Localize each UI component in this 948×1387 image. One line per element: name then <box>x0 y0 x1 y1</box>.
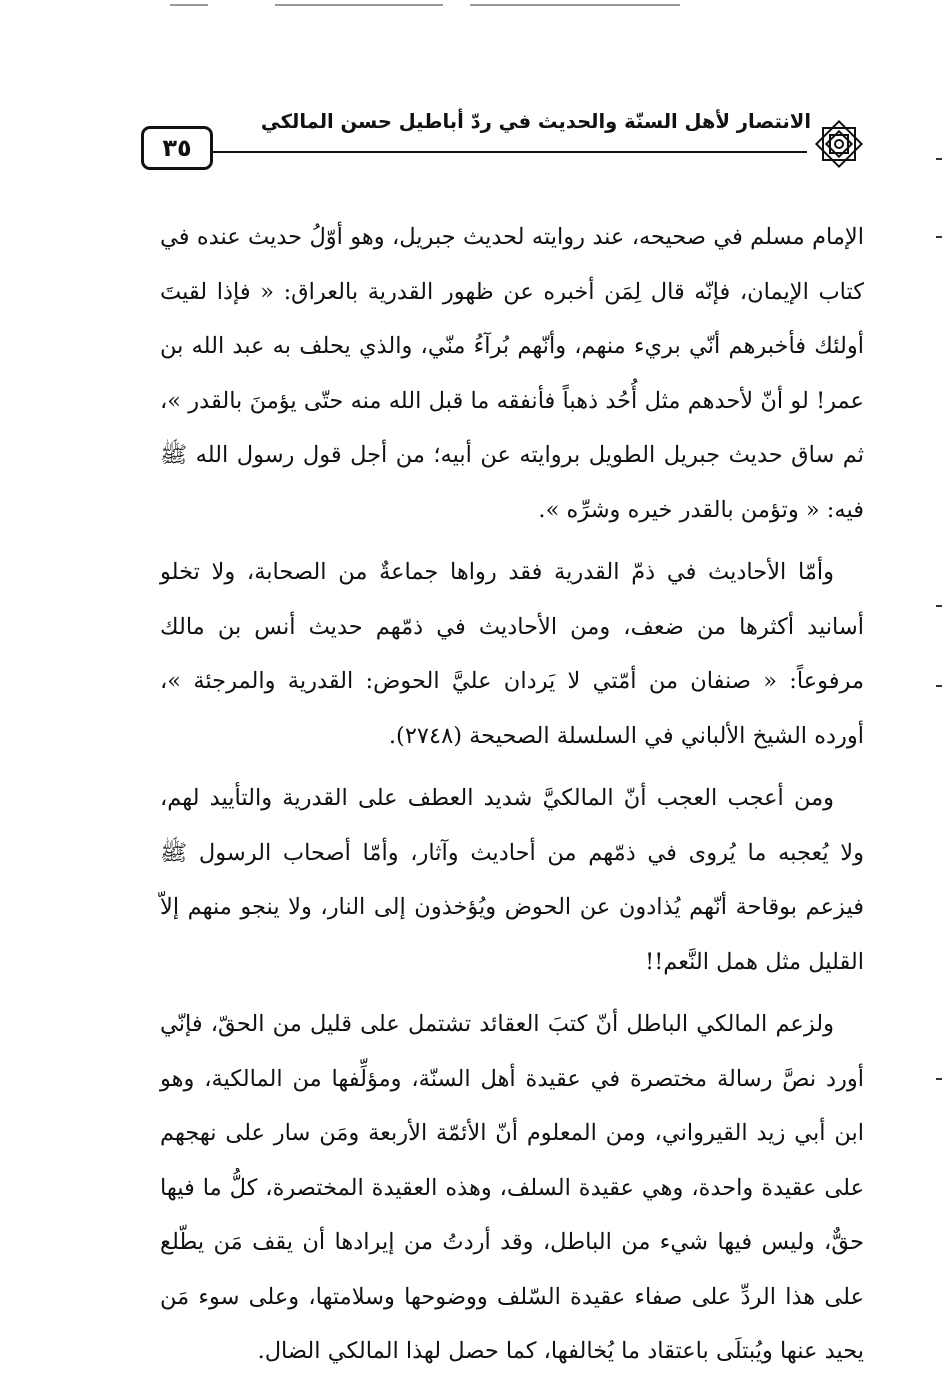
margin-mark <box>936 685 942 687</box>
page-header <box>135 108 875 196</box>
margin-mark <box>936 1078 942 1080</box>
paragraph: وأمّا الأحاديث في ذمّ القدرية فقد رواها جماعةٌ من الصحابة، ولا تخلو أسانيد أكثرها من ضعف، ومن الأحاديث في ذمّهم حديث أنس بن مالك مرفوعاً: « صنفان من أمّتي لا يَردان عليَّ الحوض: القدرية والمرجئة »، أورده الشيخ الألباني في السلسلة الصحيحة (٢٧٤٨). <box>160 559 864 749</box>
header-rule <box>205 151 807 153</box>
top-rule-segment <box>275 4 443 6</box>
star-ornament-icon <box>809 114 869 174</box>
paragraph: ولزعم المالكي الباطل أنّ كتبَ العقائد تشتمل على قليل من الحقّ، فإنّي أورد نصَّ رسالة مختصرة في عقيدة أهل السنّة، ومؤلِّفها من المالكية، وهو ابن أبي زيد القيرواني، ومن المعلوم أنّ الأئمّة الأربعة ومَن سار على نهجهم على عقيدة واحدة، وهي عقيدة السلف، وهذه العقيدة المختصرة، كلُّ ما فيها حقٌّ، وليس فيها شيء من الباطل، وقد أردتُ من إيرادها أن يقف مَن يطّلع على هذا الردِّ على صفاء عقيدة السّلف ووضوحها وسلامتها، وعلى سوء مَن يحيد عنها ويُبتلَى باعتقاد ما يُخالفها، كما حصل لهذا المالكي الضال. <box>160 1011 864 1364</box>
paragraph: الإمام مسلم في صحيحه، عند روايته لحديث جبريل، وهو أوّلُ حديث عنده في كتاب الإيمان، فإنّه قال لِمَن أخبره عن ظهور القدرية بالعراق: « فإذا لقيتَ أولئك فأخبرهم أنّي بريء منهم، وأنّهم بُرآءُ منّي، والذي يحلف به عبد الله بن عمر! لو أنّ لأحدهم مثل أُحُد ذهباً فأنفقه ما قبل الله منه حتّى يؤمنَ بالقدر »، ثم ساق حديث جبريل الطويل بروايته عن أبيه؛ من أجل قول رسول الله ﷺ فيه: « وتؤمن بالقدر خيره وشرِّه ». <box>160 224 864 523</box>
paragraph: ومن أعجب العجب أنّ المالكيَّ شديد العطف على القدرية والتأييد لهم، ولا يُعجبه ما يُروى في ذمّهم من أحاديث وآثار، وأمّا أصحاب الرسول ﷺ فيزعم بوقاحة أنّهم يُذادون عن الحوض ويُؤخذون إلى النار، ولا ينجو منهم إلاّ القليل مثل همل النَّعم!! <box>160 785 864 975</box>
running-title: الانتصار لأهل السنّة والحديث في ردّ أباطيل حسن المالكي <box>257 110 815 133</box>
margin-mark <box>936 158 942 160</box>
main-text <box>160 210 864 1387</box>
margin-mark <box>936 605 942 607</box>
top-scan-rules <box>170 4 730 6</box>
top-rule-segment <box>170 4 208 6</box>
margin-mark <box>936 236 942 238</box>
page-number: ٣٥ <box>141 126 213 170</box>
top-rule-segment <box>470 4 680 6</box>
